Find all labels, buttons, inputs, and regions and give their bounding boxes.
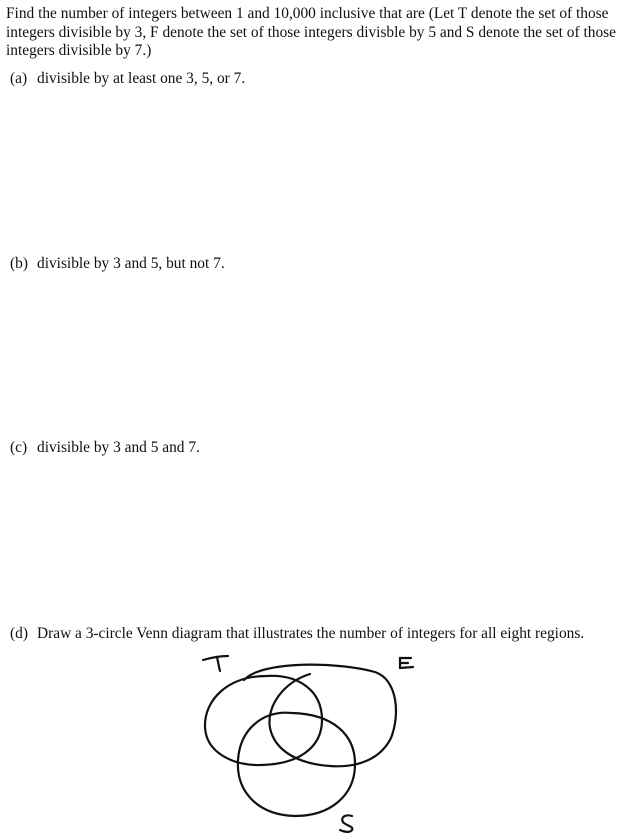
part-d-text: Draw a 3-circle Venn diagram that illustrates the number of integers for all eight regions. [37, 625, 585, 642]
venn-label-f [400, 658, 413, 668]
part-d-label: (d) [10, 625, 28, 642]
part-a-text: divisible by at least one 3, 5, or 7. [37, 70, 246, 87]
venn-label-s [340, 815, 352, 832]
part-c-label: (c) [10, 439, 28, 456]
part-a-label: (a) [10, 70, 28, 87]
venn-circle-t [205, 676, 322, 765]
problem-statement: Find the number of integers between 1 and 10,000 inclusive that are (Let T denote the set of those integers divisible by 3, F denote the set of those integers divisble by 5 and S denote the set of those integers divisible by 7.) [6, 5, 616, 59]
venn-label-t [203, 656, 228, 671]
part-b-label: (b) [10, 255, 28, 272]
part-b-text: divisible by 3 and 5, but not 7. [37, 255, 225, 272]
part-c-text: divisible by 3 and 5 and 7. [37, 439, 200, 456]
